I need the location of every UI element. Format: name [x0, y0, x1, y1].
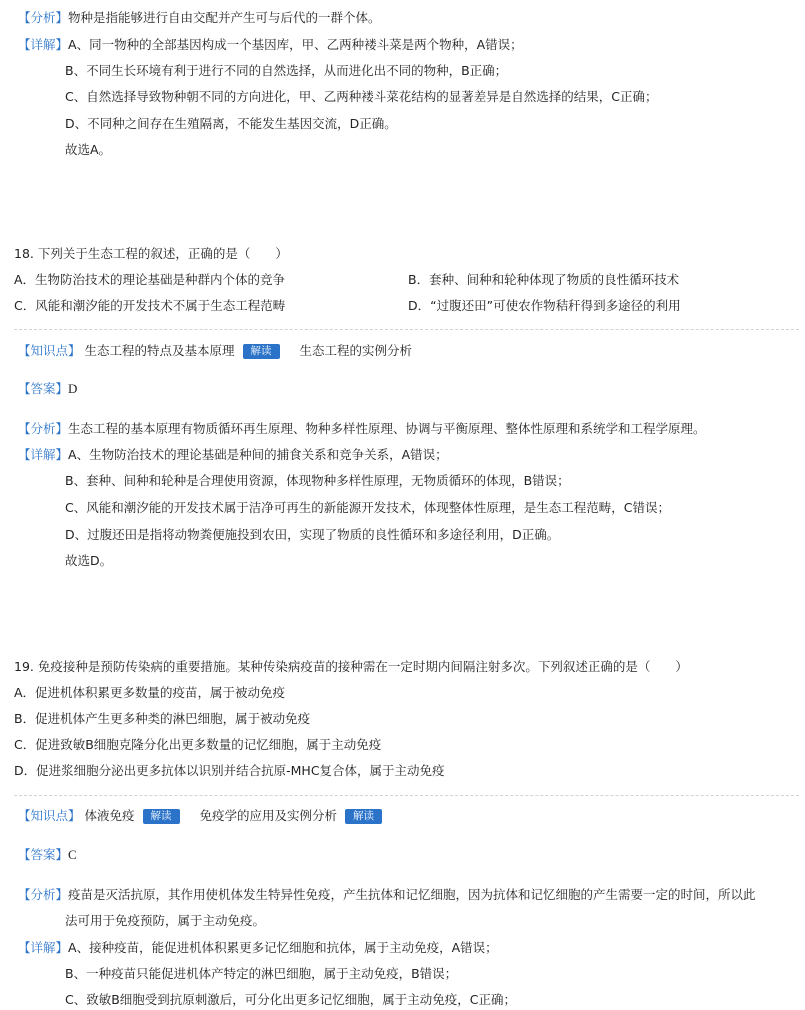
q18-detail-a: A、生物防治技术的理论基础是种间的捕食关系和竞争关系，A错误； [68, 447, 448, 462]
detail-tag: 【详解】 [18, 940, 69, 955]
answer-tag: 【答案】 [18, 847, 69, 862]
q18-analysis-text: 生态工程的基本原理有物质循环再生原理、物种多样性原理、协调与平衡原理、整体性原理和系统学和工程学原理。 [68, 421, 706, 436]
explain-button[interactable]: 解读 [345, 809, 382, 824]
q18-conclusion: 故选D。 [65, 553, 113, 568]
q17-detail-b: B、不同生长环境有利于进行不同的自然选择，从而进化出不同的物种，B正确； [65, 63, 508, 78]
q17-analysis-line [18, 9, 381, 27]
q19-analysis-text-1: 疫苗是灭活抗原，其作用使机体发生特异性免疫，产生抗体和记忆细胞，因为抗体和记忆细胞的产生需要一定的时间，所以此 [68, 887, 756, 902]
q19-answer: C [68, 847, 77, 862]
q18-detail-d: D、过腹还田是指将动物粪便施投到农田，实现了物质的良性循环和多途径利用，D正确。 [65, 527, 560, 542]
q19-divider [14, 795, 799, 796]
q18-option-a: A．生物防治技术的理论基础是种群内个体的竞争 [14, 272, 286, 287]
q17-detail-a: A、同一物种的全部基因构成一个基因库，甲、乙两种褛斗菜是两个物种，A错误； [68, 37, 523, 52]
q18-divider [14, 329, 799, 330]
detail-tag: 【详解】 [18, 447, 69, 462]
q19-detail-c: C、致敏B细胞受到抗原刺激后，可分化出更多记忆细胞，属于主动免疫，C正确； [65, 992, 517, 1007]
q18-answer: D [68, 381, 78, 396]
q18-stem: 18. 下列关于生态工程的叙述，正确的是（ ） [14, 246, 288, 261]
q19-option-a: A．促进机体积累更多数量的疫苗，属于被动免疫 [14, 685, 286, 700]
q19-knowledge-line [18, 807, 382, 825]
q19-option-d: D．促进浆细胞分泌出更多抗体以识别并结合抗原-MHC复合体，属于主动免疫 [14, 763, 445, 778]
q18-analysis-line [18, 420, 706, 438]
knowledge-tag: 【知识点】 [18, 808, 81, 823]
explain-button[interactable]: 解读 [243, 344, 280, 359]
q19-detail-a: A、接种疫苗，能促进机体积累更多记忆细胞和抗体，属于主动免疫，A错误； [68, 940, 498, 955]
q18-detail-c: C、风能和潮汐能的开发技术属于洁净可再生的新能源开发技术，体现整体性原理，是生态工程范畴，C错误； [65, 500, 670, 515]
q18-detail-line [18, 446, 448, 464]
answer-tag: 【答案】 [18, 381, 69, 396]
q18-option-c: C．风能和潮汐能的开发技术不属于生态工程范畴 [14, 298, 286, 313]
q19-stem: 19. 免疫接种是预防传染病的重要措施。某种传染病疫苗的接种需在一定时期内间隔注射多次。下列叙述正确的是（ ） [14, 659, 688, 674]
q19-detail-b: B、一种疫苗只能促进机体产特定的淋巴细胞，属于主动免疫，B错误； [65, 966, 458, 981]
q19-knowledge-1: 体液免疫 [84, 808, 135, 823]
q17-detail-line [18, 36, 523, 54]
detail-tag: 【详解】 [18, 37, 69, 52]
knowledge-tag: 【知识点】 [18, 343, 81, 358]
q19-detail-line [18, 939, 498, 957]
q18-option-b: B．套种、间种和轮种体现了物质的良性循环技术 [408, 272, 680, 287]
analysis-tag: 【分析】 [18, 10, 69, 25]
analysis-tag: 【分析】 [18, 887, 69, 902]
analysis-tag: 【分析】 [18, 421, 69, 436]
q18-detail-b: B、套种、间种和轮种是合理使用资源，体现物种多样性原理，无物质循环的体现，B错误； [65, 473, 570, 488]
q17-detail-d: D、不同种之间存在生殖隔离，不能发生基因交流，D正确。 [65, 116, 397, 131]
q17-analysis-text: 物种是指能够进行自由交配并产生可与后代的一群个体。 [68, 10, 381, 25]
q18-answer-line [18, 380, 77, 398]
q19-option-b: B．促进机体产生更多种类的淋巴细胞，属于被动免疫 [14, 711, 311, 726]
q18-knowledge-line [18, 342, 412, 360]
q18-knowledge-2: 生态工程的实例分析 [299, 343, 413, 358]
q19-analysis-line [18, 886, 756, 904]
q17-conclusion: 故选A。 [65, 142, 112, 157]
q19-analysis-text-2: 法可用于免疫预防，属于主动免疫。 [65, 913, 266, 928]
q19-option-c: C．促进致敏B细胞克隆分化出更多数量的记忆细胞，属于主动免疫 [14, 737, 382, 752]
q18-knowledge-1: 生态工程的特点及基本原理 [84, 343, 235, 358]
explain-button[interactable]: 解读 [143, 809, 180, 824]
q17-detail-c: C、自然选择导致物种朝不同的方向进化，甲、乙两种褛斗菜花结构的显著差异是自然选择的结果，C正确； [65, 89, 658, 104]
q18-option-d: D．“过腹还田”可使农作物秸秆得到多途径的利用 [408, 298, 681, 313]
q19-knowledge-2: 免疫学的应用及实例分析 [199, 808, 338, 823]
q19-answer-line [18, 846, 77, 864]
